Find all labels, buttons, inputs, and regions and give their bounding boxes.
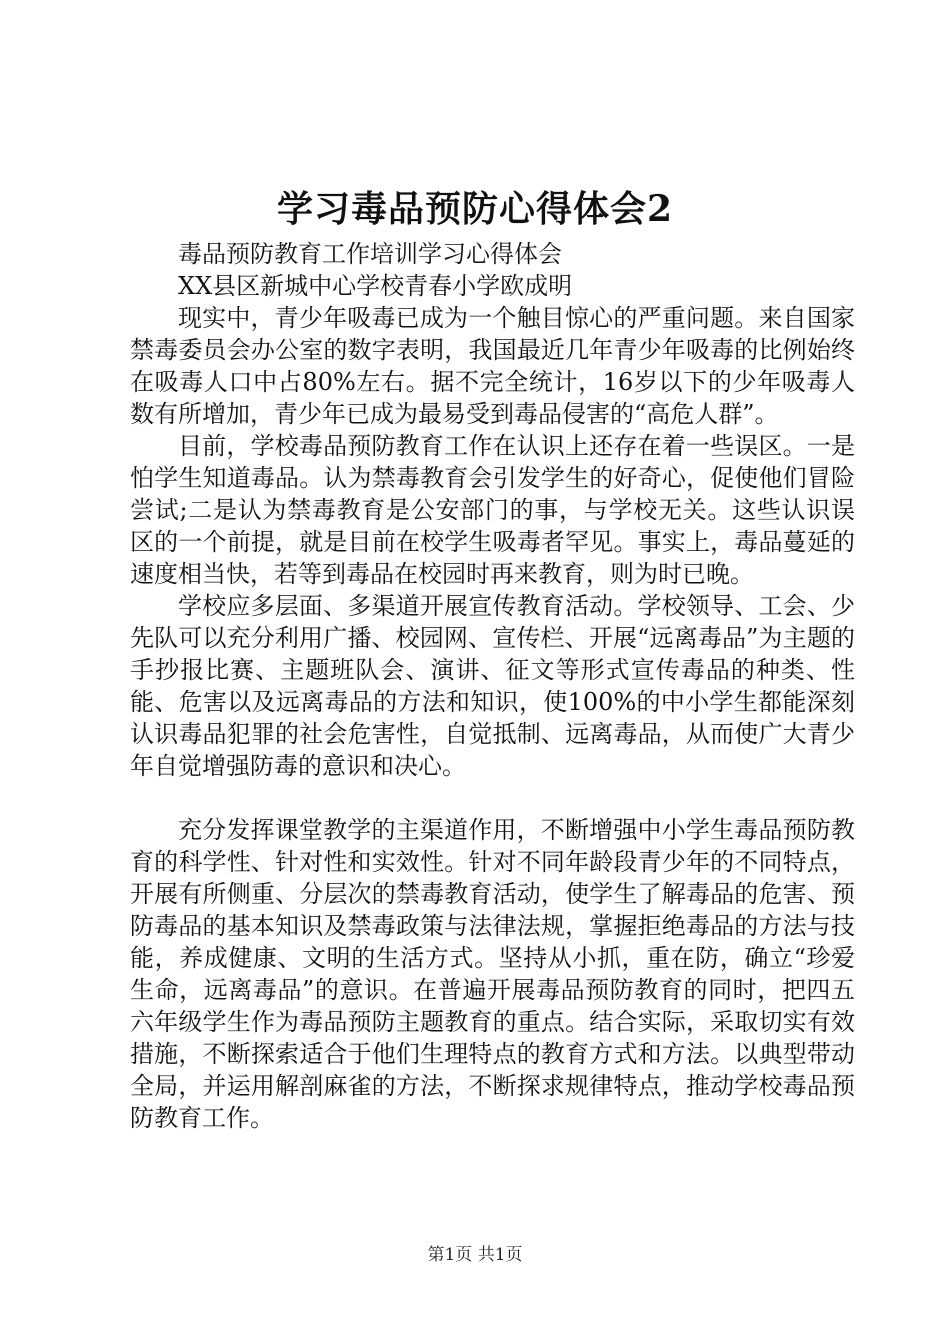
body-paragraph: 现实中，青少年吸毒已成为一个触目惊心的严重问题。来自国家禁毒委员会办公室的数字表明，我国最近几年青少年吸毒的比例始终在吸毒人口中占80%左右。据不完全统计，16岁以下的少年吸毒人数有所增加，青少年已成为最易受到毒品侵害的“高危人群”。 [130,304,855,428]
body-paragraph: 目前，学校毒品预防教育工作在认识上还存在着一些误区。一是怕学生知道毒品。认为禁毒教育会引发学生的好奇心，促使他们冒险尝试;二是认为禁毒教育是公安部门的事，与学校无关。这些认识误区的一个前提，就是目前在校学生吸毒者罕见。事实上，毒品蔓延的速度相当快，若等到毒品在校园时再来教育，则为时已晚。 [130,432,855,588]
document-title: 学习毒品预防心得体会2 [276,188,674,230]
document-body [130,238,855,1134]
author-line: XX县区新城中心学校青春小学欧成明 [178,272,573,300]
subtitle-line: 毒品预防教育工作培训学习心得体会 [178,240,562,268]
body-paragraph: 学校应多层面、多渠道开展宣传教育活动。学校领导、工会、少先队可以充分利用广播、校园网、宣传栏、开展“远离毒品”为主题的手抄报比赛、主题班队会、演讲、征文等形式宣传毒品的种类、性能、危害以及远离毒品的方法和知识，使100%的中小学生都能深刻认识毒品犯罪的社会危害性，自觉抵制、远离毒品，从而使广大青少年自觉增强防毒的意识和决心。 [130,592,855,780]
page-number-footer: 第1页 共1页 [427,1245,523,1265]
body-paragraph: 充分发挥课堂教学的主渠道作用，不断增强中小学生毒品预防教育的科学性、针对性和实效性。针对不同年龄段青少年的不同特点，开展有所侧重、分层次的禁毒教育活动，使学生了解毒品的危害、预防毒品的基本知识及禁毒政策与法律法规，掌握拒绝毒品的方法与技能，养成健康、文明的生活方式。坚持从小抓，重在防，确立“珍爱生命，远离毒品”的意识。在普遍开展毒品预防教育的同时，把四五六年级学生作为毒品预防主题教育的重点。结合实际，采取切实有效措施，不断探索适合于他们生理特点的教育方式和方法。以典型带动全局，并运用解剖麻雀的方法，不断探求规律特点，推动学校毒品预防教育工作。 [130,816,855,1132]
